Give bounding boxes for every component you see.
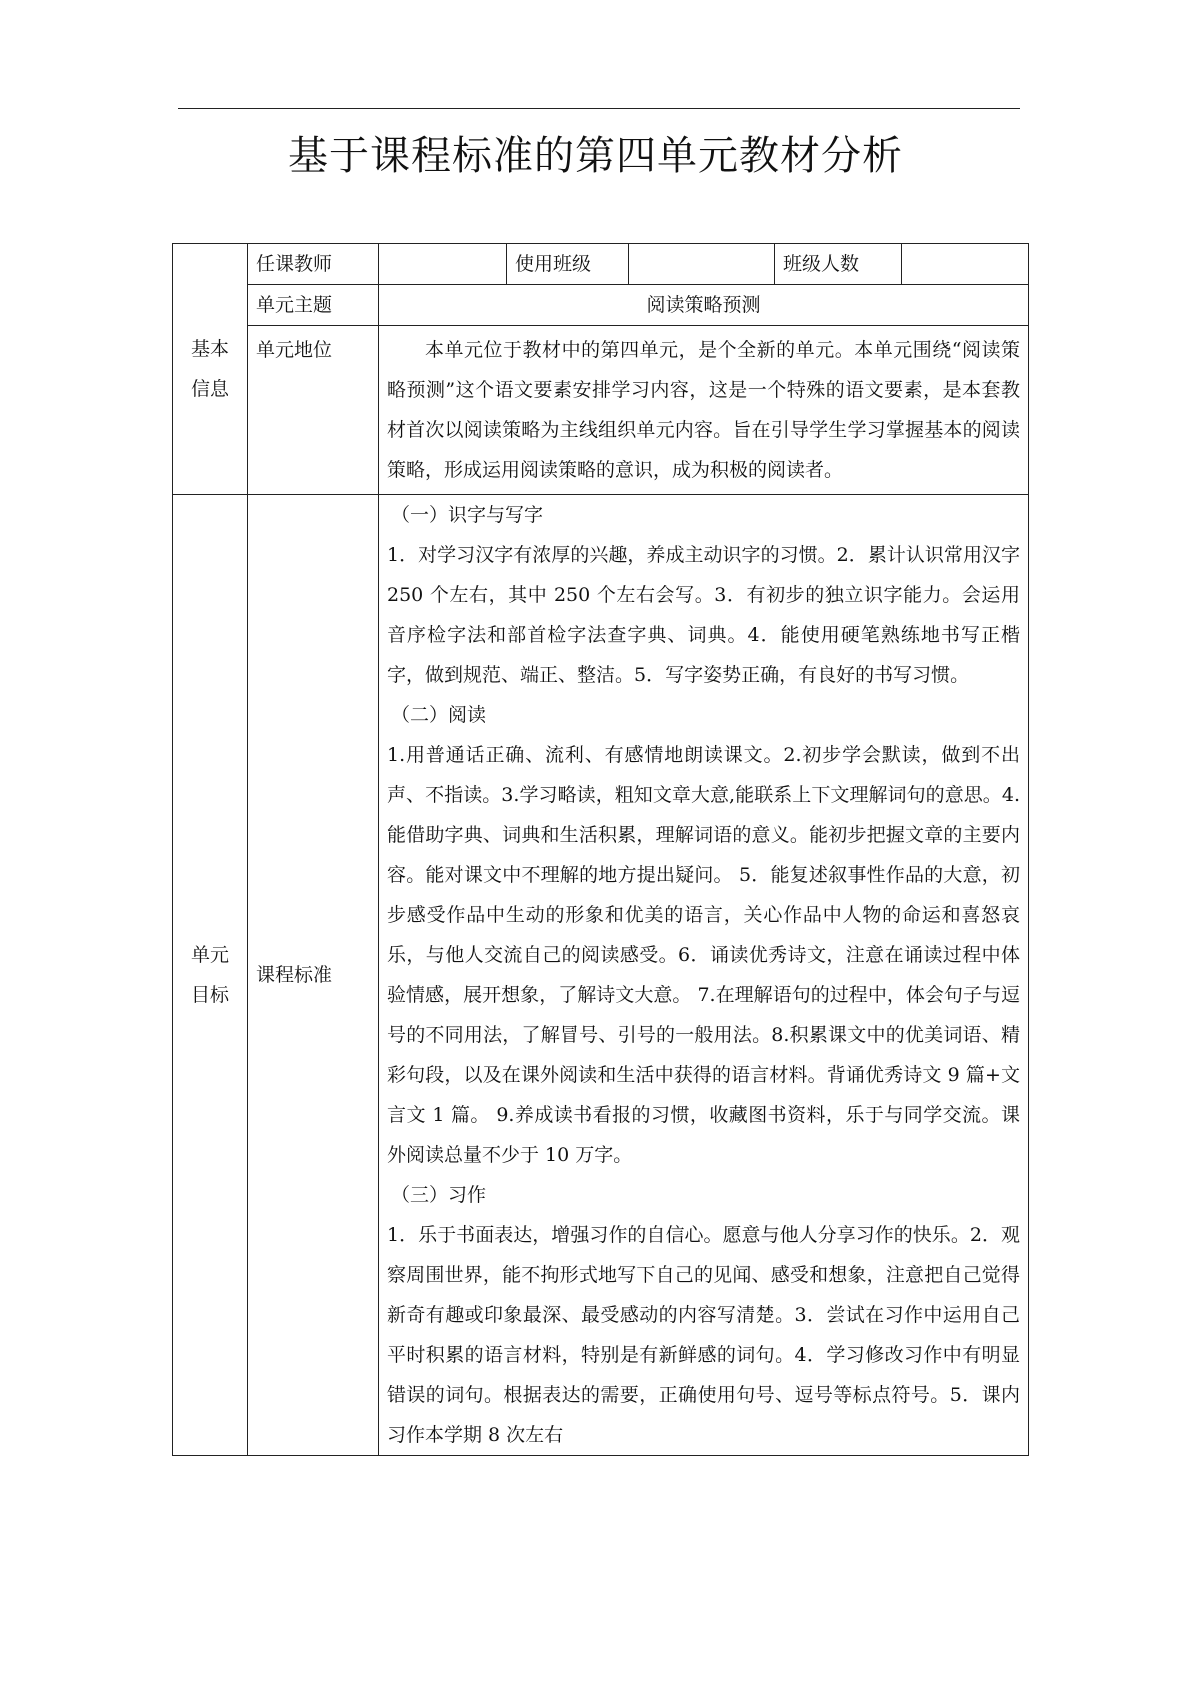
unit-theme-value: 阅读策略预测 <box>379 285 1029 326</box>
literacy-heading: （一）识字与写字 <box>391 504 544 526</box>
reading-heading: （二）阅读 <box>391 704 487 726</box>
analysis-table <box>172 243 1029 1456</box>
unit-position-cell <box>379 326 1029 495</box>
unit-position-text: 本单元位于教材中的第四单元，是个全新的单元。本单元围绕“阅读策略预测”这个语文要素安排学习内容，这是一个特殊的语文要素，是本套教材首次以阅读策略为主线组织单元内容。旨在引导学生学习掌握基本的阅读策略，形成运用阅读策略的意识，成为积极的阅读者。 <box>387 339 1020 481</box>
writing-heading: （三）习作 <box>391 1184 487 1206</box>
curriculum-standard-label: 课程标准 <box>248 495 379 1456</box>
unit-position-label: 单元地位 <box>248 326 379 495</box>
position-row <box>173 326 1029 495</box>
theme-row <box>173 285 1029 326</box>
header-rule <box>178 108 1020 109</box>
unit-theme-label: 单元主题 <box>248 285 379 326</box>
unit-goals-row <box>173 495 1029 1456</box>
teacher-row <box>173 244 1029 285</box>
curriculum-standard-content <box>379 495 1029 1456</box>
unit-goals-section-label: 单元 目标 <box>173 495 248 1456</box>
writing-text: 1．乐于书面表达，增强习作的自信心。愿意与他人分享习作的快乐。2．观察周围世界，能不拘形式地写下自己的见闻、感受和想象，注意把自己觉得新奇有趣或印象最深、最受感动的内容写清楚。3．尝试在习作中运用自己平时积累的语言材料，特别是有新鲜感的词句。4．学习修改习作中有明显错误的词句。根据表达的需要，正确使用句号、逗号等标点符号。5．课内习作本学期 8 次左右 <box>387 1224 1020 1446</box>
literacy-text: 1．对学习汉字有浓厚的兴趣，养成主动识字的习惯。2．累计认识常用汉字 250 个左右，其中 250 个左右会写。3．有初步的独立识字能力。会运用音序检字法和部首检字法查字典、词典。4．能使用硬笔熟练地书写正楷字，做到规范、端正、整洁。5．写字姿势正确，有良好的书写习惯。 <box>387 544 1020 686</box>
class-label: 使用班级 <box>507 244 629 285</box>
teacher-value <box>379 244 507 285</box>
class-count-value <box>902 244 1029 285</box>
class-value <box>629 244 775 285</box>
basic-info-section-label: 基本 信息 <box>173 244 248 495</box>
teacher-label: 任课教师 <box>248 244 379 285</box>
class-count-label: 班级人数 <box>775 244 902 285</box>
reading-text: 1.用普通话正确、流利、有感情地朗读课文。2.初步学会默读，做到不出声、不指读。3.学习略读，粗知文章大意,能联系上下文理解词句的意思。4.能借助字典、词典和生活积累，理解词语的意义。能初步把握文章的主要内容。能对课文中不理解的地方提出疑问。 5．能复述叙事性作品的大意，初步感受作品中生动的形象和优美的语言，关心作品中人物的命运和喜怒哀乐，与他人交流自己的阅读感受。6．诵读优秀诗文，注意在诵读过程中体验情感，展开想象，了解诗文大意。 7.在理解语句的过程中，体会句子与逗号的不同用法，了解冒号、引号的一般用法。8.积累课文中的优美词语、精彩句段，以及在课外阅读和生活中获得的语言材料。背诵优秀诗文 9 篇+文言文 1 篇。 9.养成读书看报的习惯，收藏图书资料，乐于与同学交流。课外阅读总量不少于 10 万字。 <box>387 744 1020 1166</box>
document-title: 基于课程标准的第四单元教材分析 <box>288 133 903 179</box>
